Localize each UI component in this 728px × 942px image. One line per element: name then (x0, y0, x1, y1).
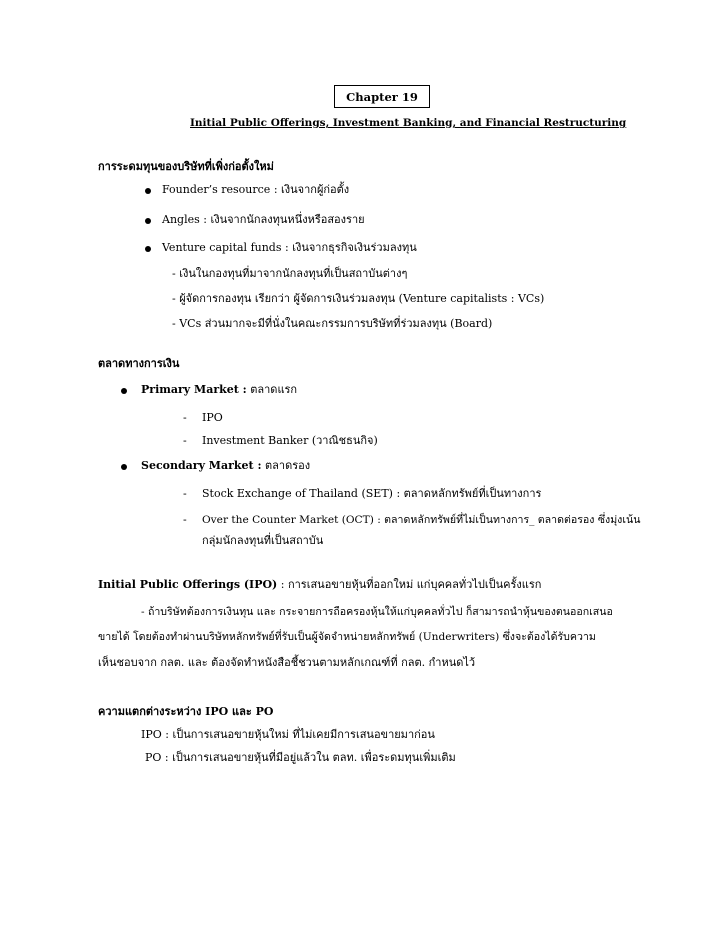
ipo-paragraph-line-3: เห็นชอบจาก กลต. และ ต้องจัดทำหนังสือชี้ชวนตามหลักเกณฑ์ที่ กลต. กำหนดไว้ (98, 656, 476, 669)
secondary-market-label: Secondary Market : (141, 459, 262, 472)
secondary-market-desc: ตลาดรอง (265, 459, 311, 472)
ipo-label: Initial Public Offerings (IPO) (98, 578, 278, 591)
primary-market-desc: ตลาดแรก (250, 383, 298, 396)
section-heading-ipo-vs-po: ความแตกต่างระหว่าง IPO และ PO (98, 705, 274, 718)
secondary-item-set: Stock Exchange of Thailand (SET) : ตลาดหลักทรัพย์ที่เป็นทางการ (202, 487, 542, 500)
ipo-vs-po-line-ipo: IPO : เป็นการเสนอขายหุ้นใหม่ ที่ไม่เคยมีการเสนอขายมาก่อน (141, 728, 435, 741)
vc-subitem-institutional: - เงินในกองทุนที่มาจากนักลงทุนที่เป็นสถาบันต่างๆ (172, 267, 408, 280)
secondary-item-otc-cont: กลุ่มนักลงทุนที่เป็นสถาบัน (202, 534, 324, 547)
bullet-venture-capital: Venture capital funds : เงินจากธุรกิจเงินร่วมลงทุน (162, 241, 417, 254)
vc-subitem-fund-manager: - ผู้จัดการกองทุน เรียกว่า ผู้จัดการเงินร่วมลงทุน (Venture capitalists : VCs) (172, 292, 545, 305)
ipo-definition-line (98, 578, 541, 592)
dash-marker: - (183, 487, 187, 500)
primary-item-ipo: IPO (202, 411, 223, 424)
secondary-item-otc: Over the Counter Market (OCT) : ตลาดหลักทรัพย์ที่ไม่เป็นทางการ_ ตลาดต่อรอง ซึ่งมุ่งเน้น (202, 514, 641, 526)
section-heading-financial-markets: ตลาดทางการเงิน (98, 357, 180, 370)
ipo-definition: : การเสนอขายหุ้นที่ออกใหม่ แก่บุคคลทั่วไปเป็นครั้งแรก (277, 578, 542, 591)
primary-item-investment-banker: Investment Banker (วาณิชธนกิจ) (202, 434, 378, 447)
ipo-vs-po-line-po: PO : เป็นการเสนอขายหุ้นที่มีอยู่แล้วใน ตลท. เพื่อระดมทุนเพิ่มเติม (145, 751, 456, 764)
primary-market-line (141, 383, 297, 397)
ipo-paragraph-line-2: ขายได้ โดยต้องทำผ่านบริษัทหลักทรัพย์ที่รับเป็นผู้จัดจำหน่ายหลักทรัพย์ (Underwriters) ซึ่งจะต้องได้รับความ (98, 631, 596, 643)
document-subtitle: Initial Public Offerings, Investment Banking, and Financial Restructuring (190, 117, 627, 129)
secondary-market-line (141, 459, 310, 473)
bullet-icon (121, 388, 127, 394)
bullet-icon (145, 246, 151, 252)
chapter-title-box (334, 85, 430, 108)
bullet-icon (145, 218, 151, 224)
chapter-title: Chapter 19 (346, 89, 418, 104)
ipo-paragraph-line-1: - ถ้าบริษัทต้องการเงินทุน และ กระจายการถือครองหุ้นให้แก่บุคคลทั่วไป ก็สามารถนำหุ้นของตนออกเสนอ (141, 606, 613, 618)
bullet-angles: Angles : เงินจากนักลงทุนหนึ่งหรือสองราย (162, 213, 365, 226)
bullet-founders-resource: Founder’s resource : เงินจากผู้ก่อตั้ง (162, 183, 350, 196)
bullet-icon (145, 188, 151, 194)
dash-marker: - (183, 434, 187, 447)
dash-marker: - (183, 513, 187, 526)
section-heading-startup-funding: การระดมทุนของบริษัทที่เพิ่งก่อตั้งใหม่ (98, 160, 274, 173)
vc-subitem-board: - VCs ส่วนมากจะมีที่นั่งในคณะกรรมการบริษัทที่ร่วมลงทุน (Board) (172, 317, 493, 330)
bullet-icon (121, 464, 127, 470)
dash-marker: - (183, 411, 187, 424)
primary-market-label: Primary Market : (141, 383, 247, 396)
